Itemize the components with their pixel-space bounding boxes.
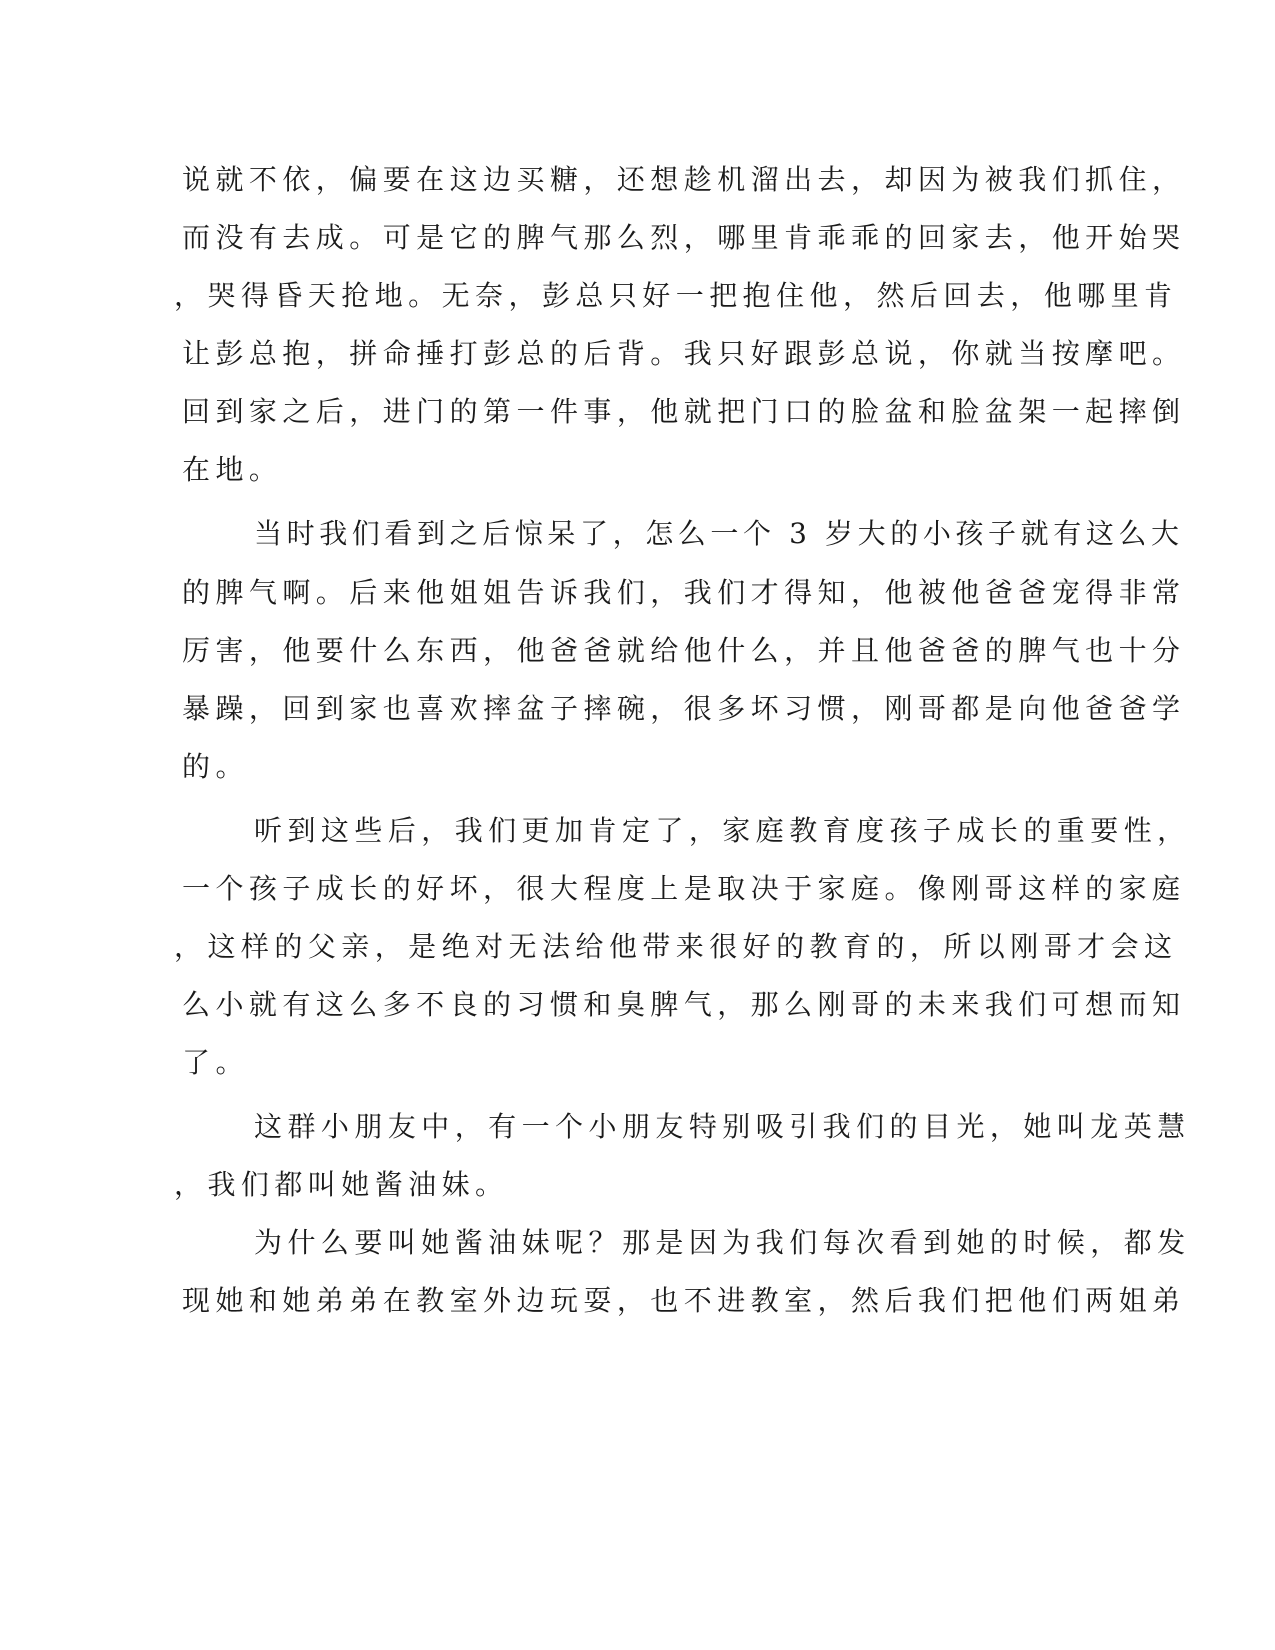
text-line: 暴躁，回到家也喜欢摔盆子摔碗，很多坏习惯，刚哥都是向他爸爸学 [182,692,1186,725]
text-line: 的脾气啊。后来他姐姐告诉我们，我们才得知，他被他爸爸宠得非常 [182,576,1186,609]
text-line: ，我们都叫她酱油妹。 [174,1168,509,1201]
text-line: 说就不依，偏要在这边买糖，还想趁机溜出去，却因为被我们抓住， [182,163,1186,196]
text-line: 回到家之后，进门的第一件事，他就把门口的脸盆和脸盆架一起摔倒 [182,395,1186,428]
text-line: 么小就有这么多不良的习惯和臭脾气，那么刚哥的未来我们可想而知 [182,988,1186,1021]
text-line: 这群小朋友中，有一个小朋友特别吸引我们的目光，她叫龙英慧 [254,1110,1191,1143]
text-line: ，这样的父亲，是绝对无法给他带来很好的教育的，所以刚哥才会这 [174,930,1178,963]
text-line: 在地。 [182,453,283,486]
text-line: 厉害，他要什么东西，他爸爸就给他什么，并且他爸爸的脾气也十分 [182,634,1186,667]
text-line: 当时我们看到之后惊呆了，怎么一个 3 岁大的小孩子就有这么大 [254,517,1184,550]
text-line: 的。 [182,750,249,783]
text-line: ，哭得昏天抢地。无奈，彭总只好一把抱住他，然后回去，他哪里肯 [174,279,1178,312]
text-line: 现她和她弟弟在教室外边玩耍，也不进教室，然后我们把他们两姐弟 [182,1284,1186,1317]
text-line: 一个孩子成长的好坏，很大程度上是取决于家庭。像刚哥这样的家庭 [182,872,1186,905]
text-line: 为什么要叫她酱油妹呢？那是因为我们每次看到她的时候，都发 [254,1226,1191,1259]
text-line: 听到这些后，我们更加肯定了，家庭教育度孩子成长的重要性， [254,814,1191,847]
text-line: 让彭总抱，拼命捶打彭总的后背。我只好跟彭总说，你就当按摩吧。 [182,337,1186,370]
text-line: 了。 [182,1046,249,1079]
text-line: 而没有去成。可是它的脾气那么烈，哪里肯乖乖的回家去，他开始哭 [182,221,1186,254]
